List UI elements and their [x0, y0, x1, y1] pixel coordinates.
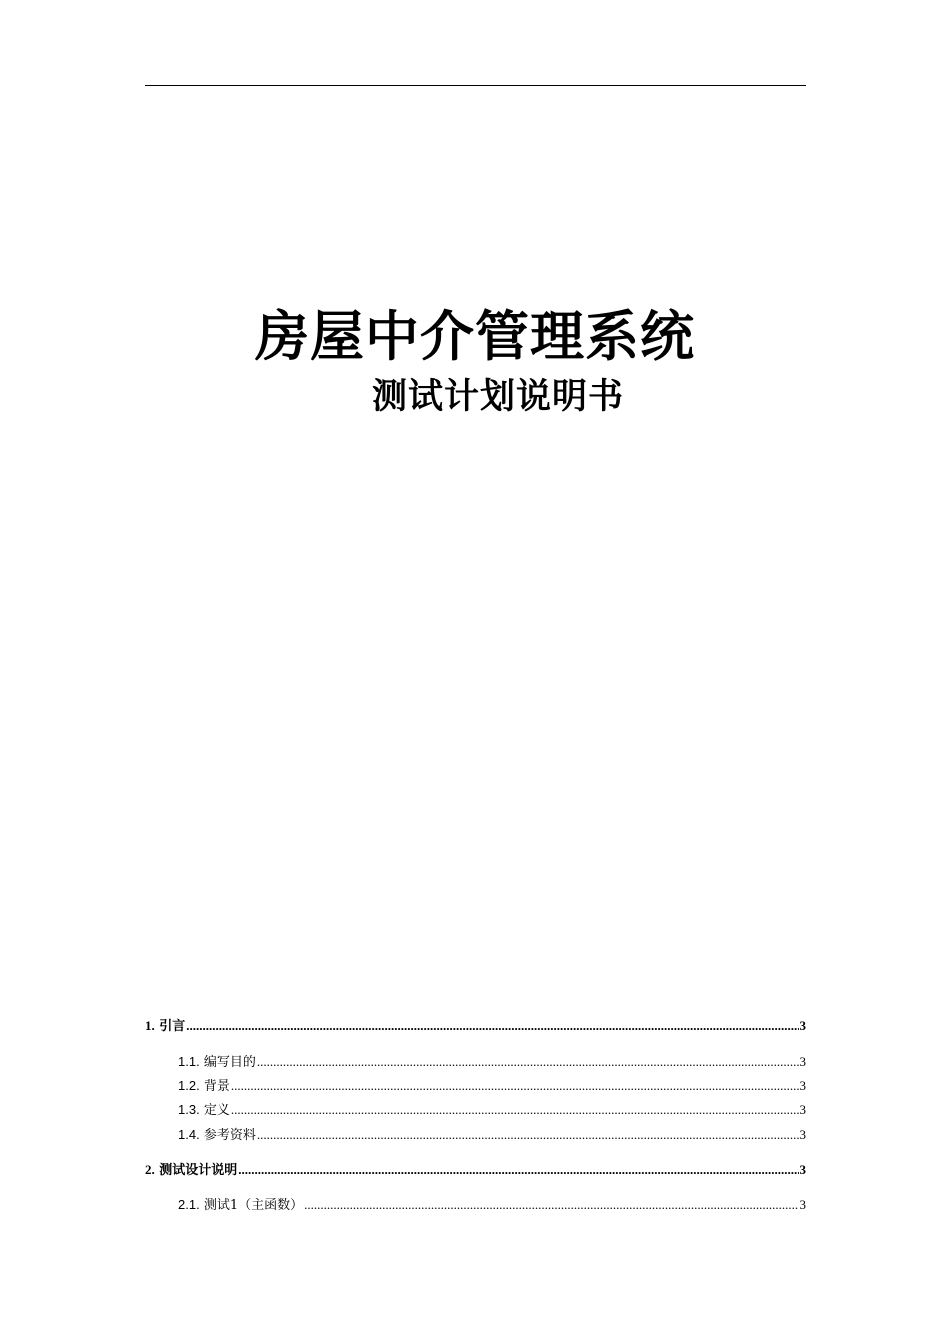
toc-text: 测试设计说明	[159, 1163, 238, 1178]
toc-leader	[231, 1100, 799, 1120]
toc-leader	[257, 1052, 799, 1072]
toc-text: 编写目的	[203, 1055, 256, 1070]
toc-entry-1-4[interactable]	[178, 1125, 806, 1146]
toc-leader	[238, 1160, 798, 1180]
toc-number: 1.2.	[178, 1078, 200, 1093]
toc-number: 2.	[145, 1162, 155, 1177]
header-rule	[145, 85, 806, 86]
toc-entry-1[interactable]	[145, 1016, 806, 1037]
toc-text: 参考资料	[203, 1128, 256, 1143]
toc-page-number: 3	[799, 1127, 806, 1142]
toc-text: 测试1（主函数）	[203, 1198, 304, 1213]
toc-leader	[186, 1016, 798, 1036]
toc-entry-1-2[interactable]	[178, 1076, 806, 1097]
toc-leader	[304, 1195, 798, 1215]
toc-entry-2[interactable]	[145, 1160, 806, 1181]
toc-leader	[257, 1125, 799, 1145]
toc-text: 引言	[159, 1019, 186, 1034]
document-subtitle: 测试计划说明书	[372, 377, 625, 417]
toc-number: 2.1.	[178, 1197, 200, 1212]
toc-text: 背景	[203, 1079, 230, 1094]
toc-page-number: 3	[799, 1162, 806, 1177]
document-title: 房屋中介管理系统	[255, 305, 695, 368]
toc-number: 1.1.	[178, 1054, 200, 1069]
toc-page-number: 3	[799, 1197, 806, 1212]
toc-number: 1.4.	[178, 1127, 200, 1142]
toc-page-number: 3	[799, 1102, 806, 1117]
toc-entry-1-1[interactable]	[178, 1052, 806, 1073]
toc-entry-1-3[interactable]	[178, 1100, 806, 1121]
toc-entry-2-1[interactable]	[178, 1195, 806, 1216]
toc-page-number: 3	[799, 1054, 806, 1069]
toc-text: 定义	[203, 1103, 230, 1118]
toc-leader	[231, 1076, 799, 1096]
toc-number: 1.3.	[178, 1102, 200, 1117]
toc-page-number: 3	[799, 1018, 806, 1033]
toc-page-number: 3	[799, 1078, 806, 1093]
toc-number: 1.	[145, 1018, 155, 1033]
